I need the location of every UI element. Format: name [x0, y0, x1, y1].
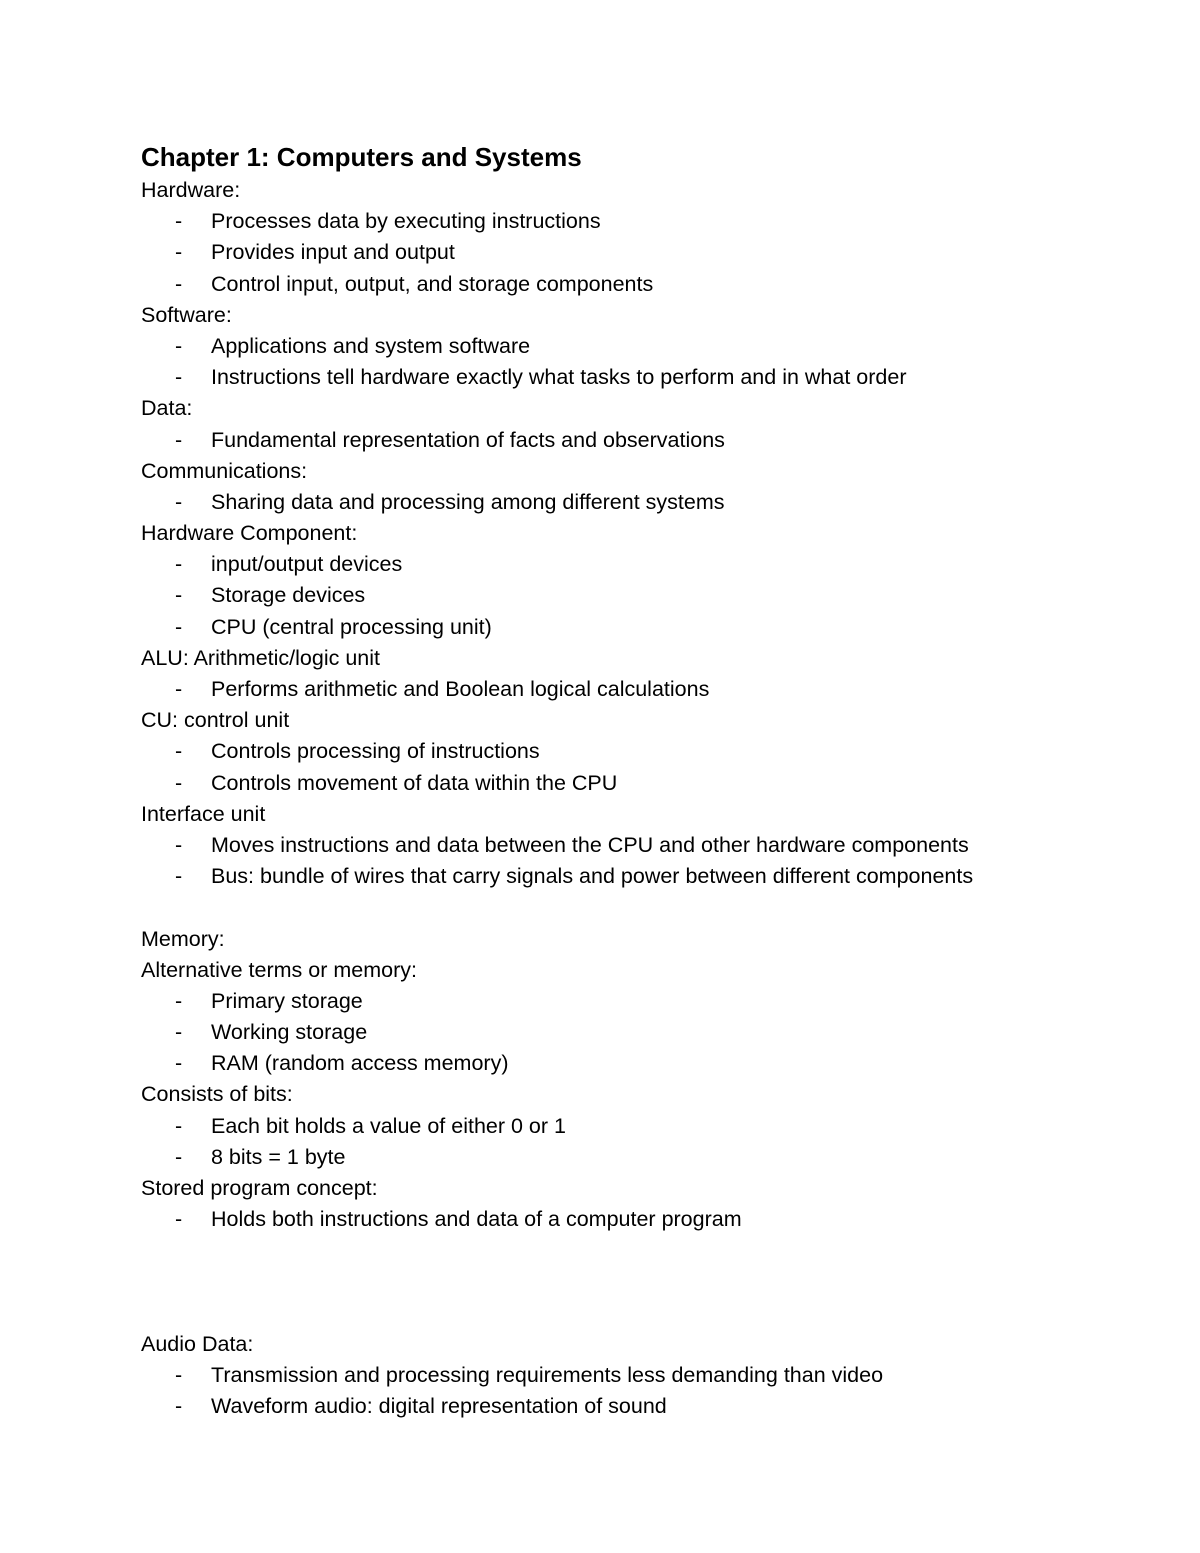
bullet-dash: -	[175, 1020, 183, 1045]
bullet-text: Controls movement of data within the CPU	[211, 770, 618, 795]
bullet-item	[141, 1111, 1141, 1142]
bullet-dash: -	[175, 864, 183, 889]
bullet-item	[141, 986, 1141, 1017]
bullet-text: Instructions tell hardware exactly what tasks to perform and in what order	[211, 365, 907, 390]
bullet-dash: -	[175, 365, 183, 390]
section-heading: Consists of bits:	[141, 1082, 293, 1107]
bullet-text: Applications and system software	[211, 333, 531, 358]
bullet-dash: -	[175, 832, 183, 857]
bullet-item	[141, 861, 1141, 892]
bullet-dash: -	[175, 583, 183, 608]
bullet-text: Provides input and output	[211, 240, 455, 265]
bullet-item	[141, 1017, 1141, 1048]
bullet-dash: -	[175, 739, 183, 764]
bullet-dash: -	[175, 552, 183, 577]
bullet-text: Holds both instructions and data of a computer program	[211, 1207, 742, 1232]
blank-line	[141, 1298, 1141, 1329]
section-heading: Communications:	[141, 458, 308, 483]
bullet-dash: -	[175, 240, 183, 265]
bullet-item	[141, 206, 1141, 237]
bullet-item	[141, 362, 1141, 393]
bullet-dash: -	[175, 770, 183, 795]
bullet-item	[141, 768, 1141, 799]
bullet-item	[141, 1142, 1141, 1173]
bullet-text: Waveform audio: digital representation of sound	[211, 1394, 667, 1419]
bullet-item	[141, 425, 1141, 456]
bullet-text: Working storage	[211, 1020, 368, 1045]
section-heading: Interface unit	[141, 801, 266, 826]
bullet-text: Transmission and processing requirements less demanding than video	[211, 1363, 884, 1388]
section-heading: CU: control unit	[141, 708, 290, 733]
bullet-item	[141, 1048, 1141, 1079]
bullet-dash: -	[175, 427, 183, 452]
bullet-text: Performs arithmetic and Boolean logical calculations	[211, 677, 710, 701]
bullet-item	[141, 487, 1141, 518]
bullet-text: Bus: bundle of wires that carry signals and power between different components	[211, 864, 974, 889]
bullet-item	[141, 612, 1141, 643]
section-heading: Audio Data:	[141, 1331, 254, 1356]
bullet-dash: -	[175, 1113, 183, 1138]
bullet-item	[141, 331, 1141, 362]
section-heading: Stored program concept:	[141, 1176, 378, 1200]
bullet-text: Primary storage	[211, 988, 363, 1013]
bullet-dash: -	[175, 209, 183, 234]
bullet-dash: -	[175, 988, 183, 1013]
blank-line	[141, 892, 1141, 923]
section-heading: Memory:	[141, 926, 225, 951]
bullet-dash: -	[175, 1394, 183, 1419]
section-heading: Software:	[141, 302, 232, 327]
bullet-text: CPU (central processing unit)	[211, 614, 492, 639]
document-page	[141, 139, 1141, 1423]
bullet-dash: -	[175, 333, 183, 358]
bullet-dash: -	[175, 677, 183, 701]
bullet-dash: -	[175, 1207, 183, 1232]
bullet-text: input/output devices	[211, 552, 403, 577]
bullet-dash: -	[175, 271, 183, 296]
bullet-text: Each bit holds a value of either 0 or 1	[211, 1113, 566, 1138]
bullet-item	[141, 1391, 1141, 1422]
bullet-item	[141, 736, 1141, 767]
bullet-item	[141, 830, 1141, 861]
bullet-text: Processes data by executing instructions	[211, 209, 601, 234]
bullet-text: RAM (random access memory)	[211, 1051, 509, 1076]
bullet-dash: -	[175, 1051, 183, 1076]
bullet-text: Controls processing of instructions	[211, 739, 540, 764]
section-heading: Alternative terms or memory:	[141, 957, 417, 982]
section-heading: Hardware Component:	[141, 521, 358, 546]
bullet-item	[141, 269, 1141, 300]
bullet-item	[141, 1360, 1141, 1391]
page-title: Chapter 1: Computers and Systems	[141, 142, 582, 172]
section-heading: Data:	[141, 396, 193, 421]
bullet-item	[141, 1204, 1141, 1235]
bullet-item	[141, 237, 1141, 268]
bullet-dash: -	[175, 489, 183, 514]
bullet-text: Sharing data and processing among different systems	[211, 489, 725, 514]
notes-body	[141, 175, 1141, 1423]
bullet-dash: -	[175, 1144, 183, 1169]
bullet-text: Storage devices	[211, 583, 366, 608]
bullet-item	[141, 549, 1141, 580]
bullet-dash: -	[175, 1363, 183, 1388]
bullet-text: 8 bits = 1 byte	[211, 1144, 346, 1169]
bullet-item	[141, 674, 1141, 705]
blank-line	[141, 1267, 1141, 1298]
bullet-text: Control input, output, and storage components	[211, 271, 654, 296]
bullet-text: Moves instructions and data between the CPU and other hardware components	[211, 832, 969, 857]
section-heading: Hardware:	[141, 178, 241, 202]
section-heading: ALU: Arithmetic/logic unit	[141, 645, 380, 670]
bullet-text: Fundamental representation of facts and observations	[211, 427, 725, 452]
blank-line	[141, 1235, 1141, 1266]
bullet-item	[141, 580, 1141, 611]
bullet-dash: -	[175, 614, 183, 639]
